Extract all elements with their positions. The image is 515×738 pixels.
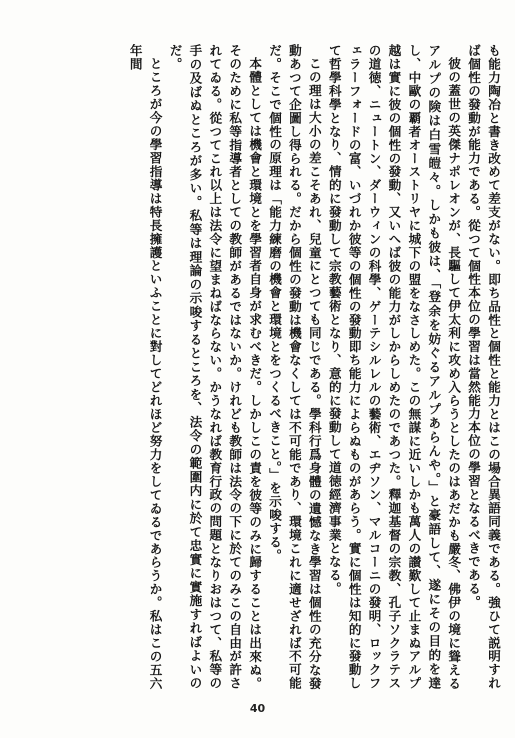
- body-text: [33, 44, 503, 690]
- page-number: 40: [249, 702, 266, 715]
- paragraph-napoleon: 彼の蓋世の英傑ナポレオンが、長驅して伊太利に攻め入らうとしたのはあだかも嚴冬、佛伊の境に聳えるアルプの険は白雪皚々。しかも彼は、「登余を妨ぐるアルプあらんや。」と豪語して、遂にその目的を達し、中歐の覇者オーストリヤに城下の盟をなさしめた。この無謀に近いしかも萬人の讃歎して止まぬアルプ越は實に彼の個性の發動、又いへば彼の能力がしからしめたのであつた。釋迦基督の宗教、孔子ソクラテスの道徳、ニュートン、ダーウィンの科學、ゲーテシルレルの藝術、エヂソン、マルコーニの發明、ロックフェラーフォードの富、いづれか彼等の個性の發動即ち能力によらぬものがあらう。實に個性は知的に發動して哲學科學となり、情的に發動して宗教藝術となり、意的に發動して道徳經濟事業となる。: [326, 44, 462, 690]
- paragraph-teacher-role: 本體としては機會と環境とを學習者自身が求むべきだ。しかしこの責を彼等のみに歸することは出來ぬ。そのために私等指導者としての教師があるではないか。けれども教師は法令の下に於てのみこの自由が許されてゐる。從つてこれ以上は法令に望まねばならない。かうなれば教育行政の問題となりおはつて、私等の手の及ばぬところが多い。私等は理論の示唆するところを、法令の範圍内に於て忠實に實施すればよいのだ。: [167, 44, 263, 690]
- paragraph-continuation: も能力陶冶と書き改めて差支がない。即ち品性と個性と能力とはこの場合異語同義である。強ひて説明すれば個性の發動が能力である。從つて個性本位の學習は當然能力本位の學習となるべきである。: [466, 44, 501, 690]
- paragraph-current-guidance: ところが今の學習指導は特長擁護といふことに對してどれほど努力をしてゐるであらうか。私はこの五六年間: [127, 44, 163, 690]
- paragraph-principle: この理は大小の差こそあれ、兒童にとつても同じである。學科行爲身體の遺憾なき學習は個性の充分な發動あつて企圖し得られる。だから個性の發動は機會なくしては不可能であり、環境これに適せざれば不可能だ。そこで個性の原理は「能力練磨の機會と環境とをつくるべきこと。」を示唆する。: [267, 44, 322, 690]
